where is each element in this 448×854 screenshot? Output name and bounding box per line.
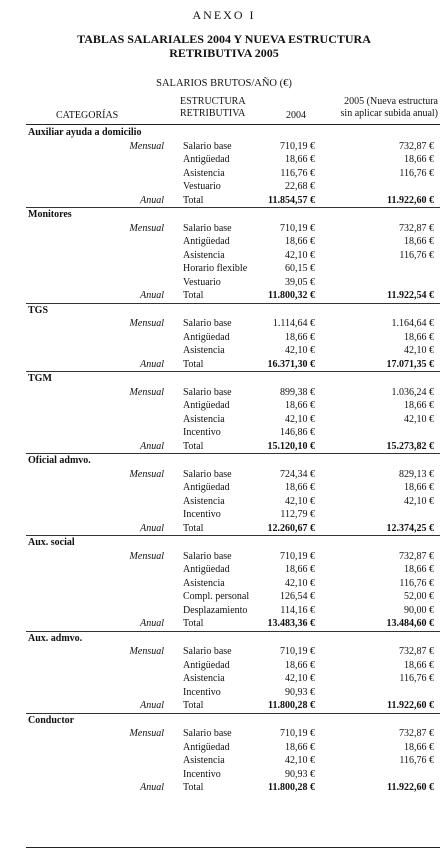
- value-2004: 22,68 €: [285, 181, 315, 192]
- header-2004: 2004: [286, 110, 306, 121]
- value-2005: 42,10 €: [404, 413, 434, 425]
- value-2004: 16.371,30 €: [267, 358, 315, 370]
- concept-label: Total: [183, 618, 204, 629]
- table-row: [0, 741, 448, 755]
- value-2004: 18,66 €: [285, 331, 315, 343]
- concept-label: Antigüedad: [183, 236, 230, 247]
- concept-label: Compl. personal: [183, 591, 250, 602]
- category-name: Auxiliar ayuda a domicilio: [28, 127, 142, 138]
- table-row: [0, 276, 448, 290]
- value-2004: 18,66 €: [285, 154, 315, 165]
- table-subtitle: SALARIOS BRUTOS/AÑO (€): [156, 78, 292, 89]
- table-row: [0, 413, 448, 427]
- value-2005: 11.922,60 €: [387, 194, 434, 206]
- table-row: [0, 426, 448, 440]
- value-2004: 899,38 €: [280, 386, 315, 398]
- value-2004: 42,10 €: [285, 249, 315, 261]
- value-2004: 11.800,28 €: [268, 782, 315, 793]
- table-row: [0, 386, 448, 400]
- value-2004: 116,76 €: [280, 167, 315, 179]
- period-label: Mensual: [129, 728, 164, 739]
- concept-label: Salario base: [183, 468, 232, 480]
- value-2005: 18,66 €: [404, 236, 434, 247]
- value-2005: 732,87 €: [399, 646, 434, 657]
- value-2005: 829,13 €: [399, 468, 434, 480]
- value-2004: 710,19 €: [280, 550, 315, 562]
- total-row: [0, 522, 448, 536]
- value-2004: 710,19 €: [280, 728, 315, 739]
- value-2004: 710,19 €: [280, 222, 315, 234]
- concept-label: Salario base: [183, 550, 232, 562]
- concept-label: Total: [183, 290, 204, 301]
- table-row: [0, 249, 448, 263]
- concept-label: Total: [183, 358, 204, 370]
- value-2005: 15.273,82 €: [386, 440, 434, 452]
- table-row: [0, 180, 448, 194]
- table-row: [0, 508, 448, 522]
- value-2005: 116,76 €: [399, 673, 434, 684]
- concept-label: Incentivo: [183, 427, 221, 438]
- value-2005: 116,76 €: [399, 167, 434, 179]
- section-header-row: [0, 372, 448, 386]
- value-2005: 18,66 €: [404, 564, 434, 575]
- concept-label: Antigüedad: [183, 400, 230, 411]
- period-label: Anual: [140, 194, 164, 206]
- concept-label: Total: [183, 782, 204, 793]
- period-label: Mensual: [129, 468, 164, 480]
- category-name: Aux. admvo.: [28, 632, 83, 644]
- table-row: [0, 153, 448, 167]
- category-name: Conductor: [28, 714, 75, 726]
- section-header-row: [0, 208, 448, 222]
- value-2005: 13.484,60 €: [386, 618, 434, 629]
- total-row: [0, 699, 448, 713]
- concept-label: Incentivo: [183, 509, 221, 520]
- table-row: [0, 659, 448, 673]
- value-2005: 11.922,60 €: [387, 700, 434, 711]
- value-2004: 12.260,67 €: [267, 522, 315, 534]
- value-2004: 42,10 €: [285, 345, 315, 356]
- concept-label: Incentivo: [183, 686, 221, 698]
- period-label: Mensual: [129, 222, 164, 234]
- value-2004: 11.854,57 €: [268, 194, 315, 206]
- category-name: Monitores: [28, 209, 72, 220]
- value-2005: 42,10 €: [404, 345, 434, 356]
- value-2005: 116,76 €: [399, 249, 434, 261]
- value-2005: 18,66 €: [404, 741, 434, 753]
- value-2005: 11.922,54 €: [387, 290, 434, 301]
- value-2004: 15.120,10 €: [267, 440, 315, 452]
- value-2004: 112,79 €: [280, 509, 315, 520]
- value-2004: 42,10 €: [285, 673, 315, 684]
- table-row: [0, 645, 448, 659]
- section-header-row: [0, 632, 448, 646]
- table-row: [0, 399, 448, 413]
- value-2005: 732,87 €: [399, 550, 434, 562]
- concept-label: Horario flexible: [183, 263, 248, 274]
- table-row: [0, 672, 448, 686]
- table-row: [0, 235, 448, 249]
- value-2004: 724,34 €: [280, 468, 315, 480]
- value-2005: 18,66 €: [404, 154, 434, 165]
- value-2005: 18,66 €: [404, 482, 434, 493]
- concept-label: Asistencia: [183, 167, 225, 179]
- concept-label: Asistencia: [183, 577, 225, 589]
- value-2004: 18,66 €: [285, 659, 315, 671]
- header-2005: [322, 96, 438, 120]
- concept-label: Salario base: [183, 386, 232, 398]
- section-header-row: [0, 714, 448, 728]
- period-label: Mensual: [129, 550, 164, 562]
- value-2004: 710,19 €: [280, 140, 315, 152]
- value-2004: 18,66 €: [285, 236, 315, 247]
- table-row: [0, 140, 448, 154]
- value-2005: 18,66 €: [404, 331, 434, 343]
- value-2004: 18,66 €: [285, 482, 315, 493]
- concept-label: Total: [183, 522, 204, 534]
- concept-label: Salario base: [183, 140, 232, 152]
- table-row: [0, 344, 448, 358]
- value-2005: 12.374,25 €: [386, 522, 434, 534]
- period-label: Mensual: [129, 318, 164, 329]
- title-line-1: TABLAS SALARIALES 2004 Y NUEVA ESTRUCTURA: [77, 32, 371, 46]
- value-2004: 39,05 €: [285, 276, 315, 288]
- value-2004: 1.114,64 €: [272, 318, 315, 329]
- value-2005: 18,66 €: [404, 659, 434, 671]
- value-2005: 17.071,35 €: [386, 358, 434, 370]
- concept-label: Asistencia: [183, 673, 225, 684]
- concept-label: Asistencia: [183, 413, 225, 425]
- concept-label: Salario base: [183, 646, 232, 657]
- value-2004: 126,54 €: [280, 591, 315, 602]
- section-header-row: [0, 304, 448, 318]
- table-bottom-divider: [26, 847, 440, 848]
- concept-label: Antigüedad: [183, 331, 230, 343]
- table-row: [0, 577, 448, 591]
- header-structure-line-1: ESTRUCTURA: [180, 96, 246, 107]
- table-row: [0, 768, 448, 782]
- concept-label: Antigüedad: [183, 482, 230, 493]
- value-2004: 42,10 €: [285, 413, 315, 425]
- table-row: [0, 481, 448, 495]
- total-row: [0, 781, 448, 795]
- value-2004: 18,66 €: [285, 400, 315, 411]
- total-row: [0, 194, 448, 208]
- concept-label: Asistencia: [183, 345, 225, 356]
- table-row: [0, 331, 448, 345]
- period-label: Anual: [140, 618, 164, 629]
- header-2005-line-1: 2005 (Nueva estructura: [344, 96, 438, 107]
- concept-label: Asistencia: [183, 755, 225, 766]
- period-label: Mensual: [129, 140, 164, 152]
- table-row: [0, 686, 448, 700]
- category-name: TGM: [28, 373, 52, 384]
- table-row: [0, 317, 448, 331]
- total-row: [0, 440, 448, 454]
- table-row: [0, 495, 448, 509]
- table-row: [0, 550, 448, 564]
- salary-table-body: [0, 126, 448, 795]
- total-row: [0, 358, 448, 372]
- value-2004: 18,66 €: [285, 564, 315, 575]
- header-2005-line-2: sin aplicar subida anual): [340, 108, 438, 119]
- concept-label: Asistencia: [183, 249, 225, 261]
- value-2005: 18,66 €: [404, 400, 434, 411]
- concept-label: Antigüedad: [183, 741, 230, 753]
- period-label: Anual: [140, 700, 164, 711]
- category-name: Oficial admvo.: [28, 455, 91, 466]
- value-2004: 114,16 €: [280, 604, 315, 616]
- value-2005: 116,76 €: [399, 755, 434, 766]
- period-label: Anual: [140, 358, 164, 370]
- section-header-row: [0, 454, 448, 468]
- table-row: [0, 468, 448, 482]
- value-2004: 146,86 €: [280, 427, 315, 438]
- period-label: Mensual: [129, 386, 164, 398]
- concept-label: Asistencia: [183, 495, 225, 507]
- annex-heading: ANEXO I: [192, 8, 256, 22]
- section-header-row: [0, 126, 448, 140]
- category-name: Aux. social: [28, 537, 75, 548]
- concept-label: Desplazamiento: [183, 604, 248, 616]
- period-label: Mensual: [129, 646, 164, 657]
- table-row: [0, 590, 448, 604]
- section-header-row: [0, 536, 448, 550]
- value-2004: 42,10 €: [285, 577, 315, 589]
- concept-label: Antigüedad: [183, 659, 230, 671]
- table-row: [0, 754, 448, 768]
- value-2005: 1.036,24 €: [391, 386, 434, 398]
- period-label: Anual: [140, 440, 164, 452]
- value-2005: 732,87 €: [399, 140, 434, 152]
- value-2005: 42,10 €: [404, 495, 434, 507]
- table-row: [0, 262, 448, 276]
- total-row: [0, 289, 448, 303]
- concept-label: Total: [183, 440, 204, 452]
- concept-label: Incentivo: [183, 768, 221, 780]
- concept-label: Salario base: [183, 222, 232, 234]
- header-structure-line-2: RETRIBUTIVA: [180, 108, 246, 119]
- value-2004: 11.800,32 €: [268, 290, 315, 301]
- header-categories: CATEGORÍAS: [56, 110, 119, 121]
- period-label: Anual: [140, 782, 164, 793]
- value-2004: 13.483,36 €: [267, 618, 315, 629]
- table-row: [0, 604, 448, 618]
- value-2005: 11.922,60 €: [387, 782, 434, 793]
- table-row: [0, 563, 448, 577]
- value-2005: 732,87 €: [399, 222, 434, 234]
- value-2004: 90,93 €: [285, 686, 315, 698]
- header-structure: [180, 96, 246, 120]
- table-row: [0, 167, 448, 181]
- value-2004: 42,10 €: [285, 495, 315, 507]
- value-2004: 42,10 €: [285, 755, 315, 766]
- table-row: [0, 727, 448, 741]
- concept-label: Total: [183, 700, 204, 711]
- value-2004: 11.800,28 €: [268, 700, 315, 711]
- concept-label: Total: [183, 194, 204, 206]
- value-2005: 52,00 €: [404, 591, 434, 602]
- value-2004: 60,15 €: [285, 263, 315, 274]
- period-label: Anual: [140, 290, 164, 301]
- document-title: [0, 32, 448, 60]
- title-line-2: RETRIBUTIVA 2005: [169, 46, 279, 60]
- value-2004: 710,19 €: [280, 646, 315, 657]
- value-2004: 18,66 €: [285, 741, 315, 753]
- value-2005: 90,00 €: [404, 604, 434, 616]
- value-2004: 90,93 €: [285, 768, 315, 780]
- header-divider: [26, 124, 440, 125]
- concept-label: Vestuario: [183, 181, 221, 192]
- period-label: Anual: [140, 522, 164, 534]
- value-2005: 1.164,64 €: [391, 318, 434, 329]
- value-2005: 732,87 €: [399, 728, 434, 739]
- concept-label: Antigüedad: [183, 564, 230, 575]
- category-name: TGS: [28, 304, 49, 316]
- table-row: [0, 222, 448, 236]
- concept-label: Vestuario: [183, 276, 221, 288]
- concept-label: Antigüedad: [183, 154, 230, 165]
- total-row: [0, 617, 448, 631]
- concept-label: Salario base: [183, 728, 232, 739]
- value-2005: 116,76 €: [399, 577, 434, 589]
- concept-label: Salario base: [183, 318, 232, 329]
